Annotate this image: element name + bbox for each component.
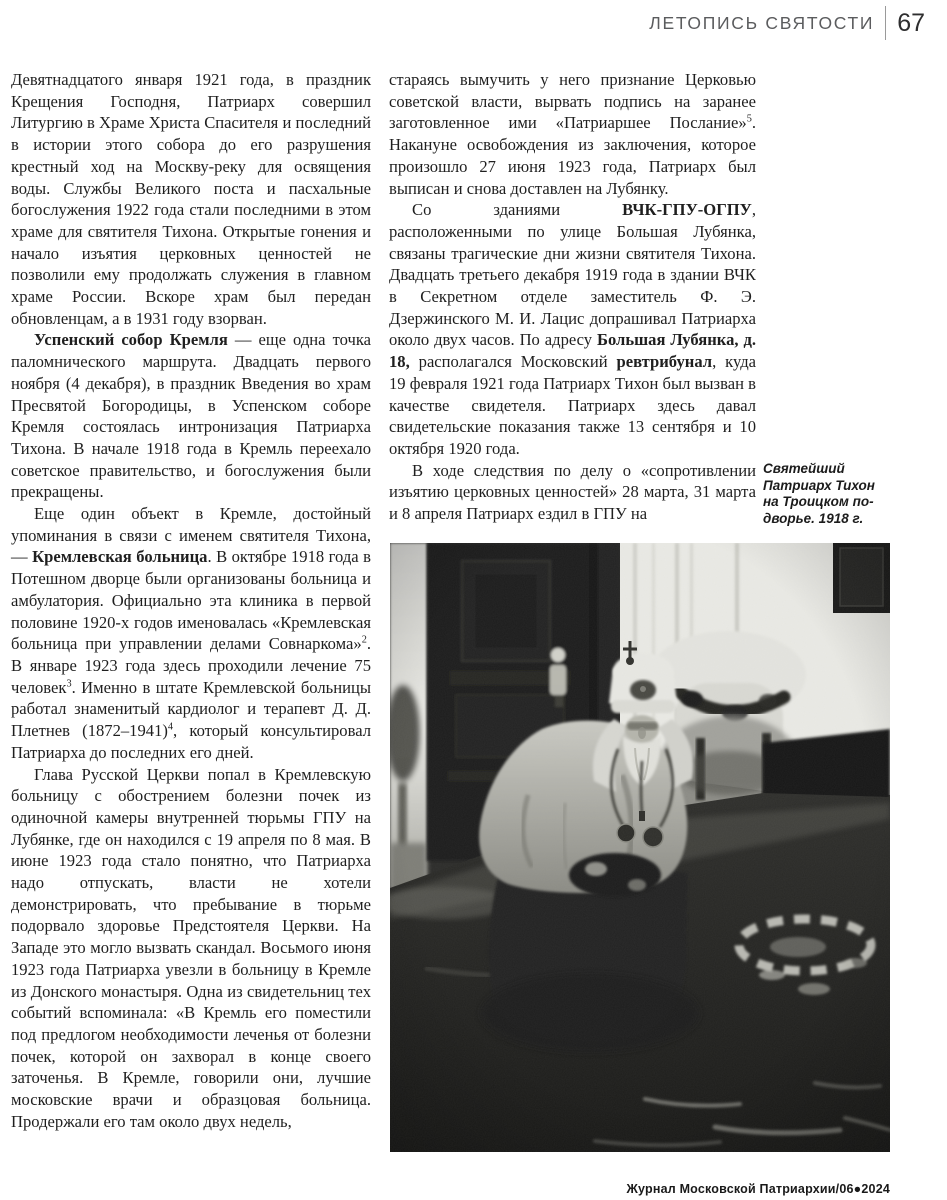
right-column xyxy=(389,69,756,525)
paragraph: Девятнадцатого января 1921 года, в праздник Крещения Господня, Патриарх совершил Литургию в Храме Христа Спасителя и последний в истории этого собора до его разрушения крестный ход на Москву-реку для освящения воды. Службы Великого поста и пасхальные богослужения 1922 года стали последними в этом храме для святителя Тихона. Открытые гонения и начало изъятия церковных ценностей не позволили ему продолжать служения в главном храме России. Вскоре храм был передан обновленцам, а в 1931 году взорван. xyxy=(11,70,371,328)
photo-caption: Святейший Патриарх Тихон на Троицком по- дворье. 1918 г. xyxy=(763,461,875,526)
paragraph: Со зданиями ВЧК-ГПУ-ОГПУ, расположенными по улице Большая Лубянка, связаны трагические дни жизни святителя Тихона. Двадцать третьего декабря 1919 года в здании ВЧК в Секретном отделе заместитель Ф. Э. Дзержинского М. И. Лацис допрашивал Патриарха около двух часов. По адресу Большая Лубянка, д. 18, располагался Московский ревтрибунал, куда 19 февраля 1921 года Патриарх Тихон был вызван в качестве свидетеля. Патриарх здесь давал свидетельские показания также 13 сентября и 10 октября 1920 года. xyxy=(389,200,757,458)
paragraph: Глава Русской Церкви попал в Кремлевскую больницу с обострением болезни почек из одиночной камеры внутренней тюрьмы ГПУ на Лубянке, где он находился с 19 апреля по 8 мая. В июне 1923 года стало понятно, что Патриарха надо отпускать, власти не хотели демонстрировать, что пребывание в тюрьме подорвало здоровье Предстоятеля Церкви. На Западе это могло вызвать скандал. Восьмого июня 1923 года Патриарха увезли в больницу в Кремле из Донского монастыря. Одна из свидетельниц тех событий вспоминала: «В Кремль его поместили под предлогом необходимости леченья от болезни почек, которой он захворал в конце своего заточенья. В Кремле, говорили они, лучшие московские врачи и образцовая больница. Продержали его там около двух недель, xyxy=(11,764,371,1131)
header-divider-rule xyxy=(885,6,886,40)
footer-credit: Журнал Московской Патриархии/06●2024 xyxy=(626,1182,890,1196)
photo-grain xyxy=(390,543,890,1152)
paragraph: В ходе следствия по делу о «сопротивлении изъятию церковных ценностей» 28 марта, 31 марта и 8 апреля Патриарх ездил в ГПУ на xyxy=(389,460,756,524)
paragraph: Еще один объект в Кремле, достойный упоминания в связи с именем святителя Тихона, — Кремлевская больница. В октябре 1918 года в Потешном дворце были организованы больница и амбулатория. Официально эта клиника в первой половине 1920-х годов именовалась «Кремлевская больница при управлении делами Совнаркома»$^2$. В январе 1923 года здесь проходили лечение 75 человек$^3$. Именно в штате Кремлевской больницы работал знаменитый кардиолог и терапевт Д. Д. Плетнев (1872–1941)$^4$, который консультировал Патриарха до последних его дней. xyxy=(11,504,371,762)
paragraph: стараясь вымучить у него признание Церковью советской власти, вырвать подпись на заранее заготовленное ими «Патриаршее Послание»$^5$. Накануне освобождения из заключения, которое произошло 27 июня 1923 года, Патриарх был выписан и снова доставлен на Лубянку. xyxy=(389,70,756,198)
page-number: 67 xyxy=(897,8,925,37)
paragraph: Успенский собор Кремля — еще одна точка паломнического маршрута. Двадцать первого ноября (4 декабря), в праздник Введения во храм Пресвятой Богородицы, в Успенском соборе Кремля состоялась интронизация Патриарха Тихона. В начале 1918 года в Кремль переехало советское правительство, и богослужения были прекращены. xyxy=(11,330,371,502)
section-title: ЛЕТОПИСЬ СВЯТОСТИ xyxy=(649,12,875,33)
patriarch-photo xyxy=(390,543,890,1152)
page-header xyxy=(649,6,925,40)
left-column xyxy=(11,69,371,1132)
